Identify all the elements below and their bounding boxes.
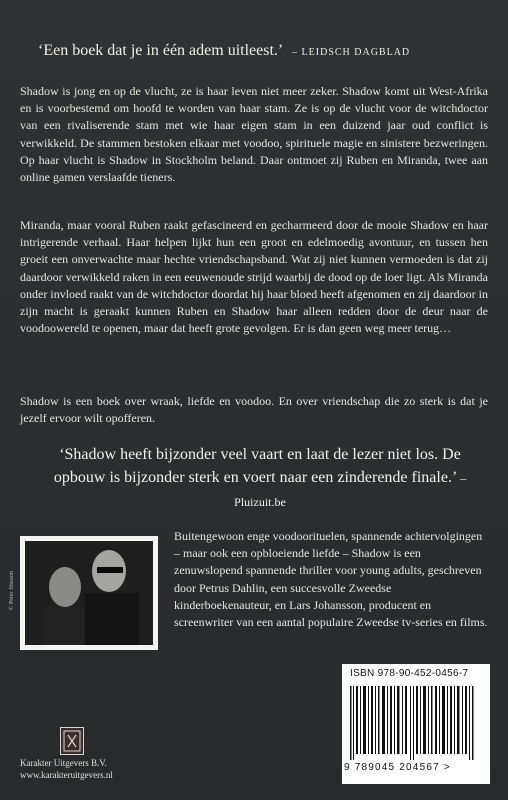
author-bio	[174, 528, 490, 631]
barcode-icon	[350, 686, 482, 760]
blurb-paragraph-1	[20, 83, 488, 186]
paragraph-text: Shadow is een boek over wraak, liefde en voodoo. En over vriendschap die zo sterk is dat je jezelf ervoor wilt opofferen.	[20, 394, 488, 426]
author-bio-text: Buitengewoon enge voodoorituelen, spannende achtervolgingen – maar ook een opbloeiende liefde – Shadow is een zenuwslopend spannende thriller voor young adults, geschreven door Petrus Dahlin, een succesvolle Zweedse kinderboekenauteur, en Lars Johansson, producent en screenwriter van een aantal populaire Zweedse tv-series en films.	[174, 529, 488, 630]
publisher-url: www.karakteruitgevers.nl	[20, 770, 113, 780]
publisher-name: Karakter Uitgevers B.V.	[20, 758, 107, 768]
review-quote-text: ‘Shadow heeft bijzonder veel vaart en laat de lezer niet los. De opbouw is bijzonder sterk en voert naar een zinderende finale.’	[53, 446, 461, 486]
top-quote-source: – LEIDSCH DAGBLAD	[292, 47, 411, 58]
barcode-digits: 9 789045 204567 >	[344, 762, 451, 773]
barcode-panel	[342, 664, 490, 784]
publisher-emblem-icon	[61, 728, 83, 754]
top-quote	[38, 42, 478, 60]
isbn-label: ISBN 978-90-452-0456-7	[350, 668, 469, 679]
review-quote	[40, 443, 480, 514]
authors-silhouette-icon	[25, 541, 153, 645]
publisher-logo-icon	[60, 727, 84, 755]
blurb-paragraph-3	[20, 393, 488, 427]
publisher-info	[20, 757, 150, 781]
blurb-paragraph-2	[20, 217, 488, 337]
photo-credit: © Peter Jönsson	[9, 571, 15, 610]
review-quote-source: – Pluizuit.be	[234, 471, 467, 509]
author-photo	[20, 536, 158, 650]
paragraph-text: Shadow is jong en op de vlucht, ze is haar leven niet meer zeker. Shadow komt uit West-Afrika en is voorbestemd om hoofd te worden van haar stam. Ze is op de vlucht voor de witchdoctor van een rivaliserende stam met wie haar eigen stam in een duizend jaar oud conflict is verwikkeld. De stammen bestoken elkaar met voodoo, spirituele magie en sinistere bezweringen. Op haar vlucht is Shadow in Stockholm beland. Daar ontmoet zij Ruben en Miranda, twee aan online gamen verslaafde tieners.	[20, 84, 488, 185]
top-quote-text: ‘Een boek dat je in één adem uitleest.’	[38, 42, 283, 59]
paragraph-text: Miranda, maar vooral Ruben raakt gefascineerd en gecharmeerd door de mooie Shadow en haar intrigerende verhaal. Haar helpen lijkt hun een groot en edelmoedig avontuur, en tussen hen groeit een onverwachte maar hechte vriendschapsband. Wat zij niet kunnen vermoeden is dat zij daardoor verwikkeld raken in een eeuwenoude strijd waarbij de dood op de loer ligt. Als Miranda onder invloed raakt van de witchdoctor doordat hij haar bloed heeft afgenomen en zij daardoor in zijn macht is geraakt kunnen Ruben en Shadow haar alleen redden door de deur naar de voodoowereld te openen, maar dat heeft grote gevolgen. Er is dan geen weg meer terug…	[20, 218, 488, 336]
author-photo-image	[25, 541, 153, 645]
